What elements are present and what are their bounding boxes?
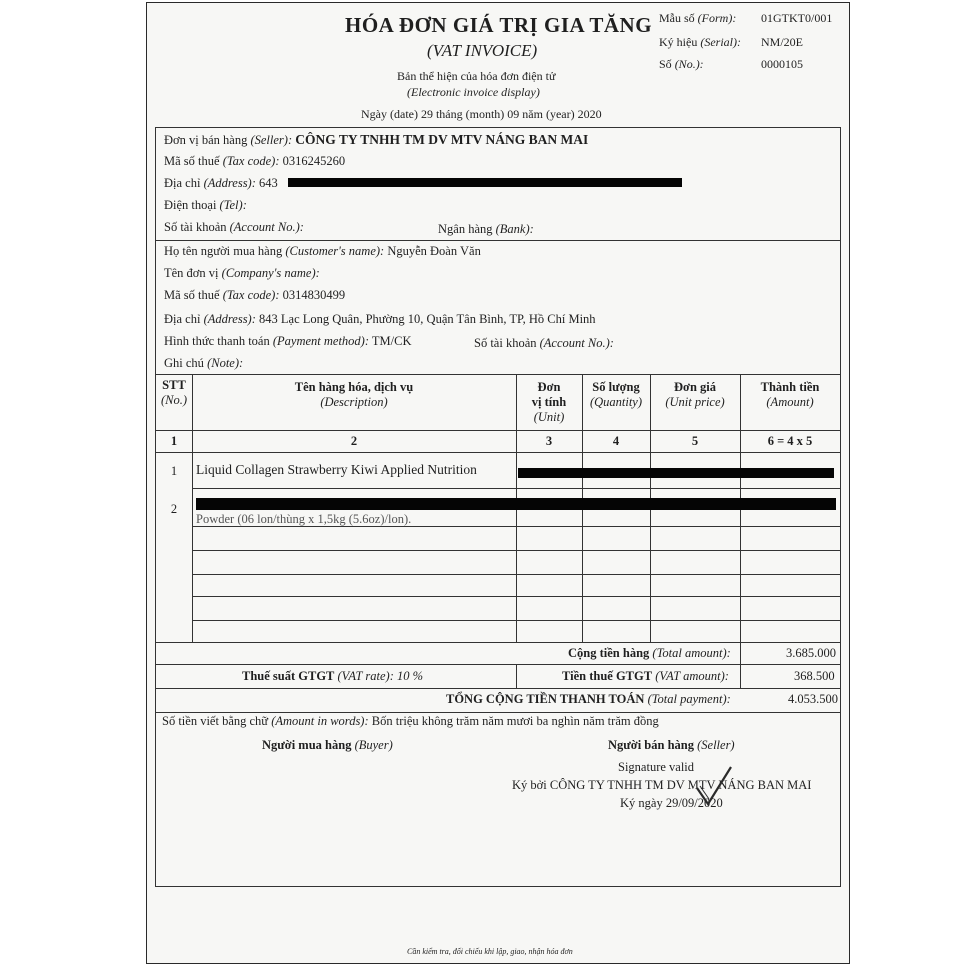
row-number: 1: [170, 464, 178, 478]
amount-in-words: Số tiền viết bằng chữ (Amount in words): Bốn triệu không trăm năm mươi ba nghìn năm trăm đồng: [162, 714, 659, 728]
row-description: Liquid Collagen Strawberry Kiwi Applied Nutrition: [196, 462, 477, 477]
buyer-note-row: Ghi chú (Note):: [164, 356, 244, 370]
vat-rate-label: Thuế suất GTGT (VAT rate): 10 %: [242, 669, 424, 683]
index-cell: 2: [350, 434, 358, 448]
index-cell: 4: [612, 434, 620, 448]
total-payment-value: 4.053.500: [788, 692, 838, 706]
seller-address-row: Địa chỉ (Address): 643: [164, 176, 278, 190]
seller-tax-row: Mã số thuế (Tax code): 0316245260: [164, 154, 346, 168]
signature-valid: Signature valid: [618, 760, 695, 774]
display-en: (Electronic invoice display): [407, 85, 540, 99]
serial-label: Ký hiệu (Serial):: [659, 35, 741, 49]
buyer-signature-label: Người mua hàng (Buyer): [262, 738, 393, 752]
col-header-unit: Đơn vị tính (Unit): [531, 380, 567, 424]
signed-date: Ký ngày 29/09/2020: [620, 796, 723, 810]
footer-note: Cần kiểm tra, đối chiếu khi lập, giao, nhận hóa đơn: [407, 947, 573, 956]
seller-signature-label: Người bán hàng (Seller): [608, 738, 735, 752]
seller-tel-row: Điện thoại (Tel):: [164, 198, 247, 212]
invoice-subtitle: (VAT INVOICE): [427, 41, 538, 60]
index-cell: 6 = 4 x 5: [767, 434, 813, 448]
invoice-title: HÓA ĐƠN GIÁ TRỊ GIA TĂNG: [345, 13, 653, 37]
col-header-unit-price: Đơn giá (Unit price): [665, 380, 725, 409]
total-amount-value: 3.685.000: [786, 646, 836, 660]
redaction-bar: [288, 178, 682, 187]
total-amount-label: Cộng tiền hàng (Total amount):: [568, 646, 731, 660]
invoice-date: Ngày (date) 29 tháng (month) 09 năm (year) 2020: [361, 107, 602, 121]
serial-value: NM/20E: [761, 35, 803, 49]
signed-by: Ký bởi CÔNG TY TNHH TM DV MTV NÁNG BAN MAI: [512, 778, 812, 792]
form-label: Mẫu số (Form):: [659, 11, 737, 25]
seller-bank-row: Ngân hàng (Bank):: [438, 222, 534, 236]
display-vn: Bản thể hiện của hóa đơn điện tử: [397, 69, 556, 83]
row-number: 2: [170, 502, 178, 516]
buyer-name-row: Họ tên người mua hàng (Customer's name): Nguyễn Đoàn Văn: [164, 244, 481, 258]
row-description: Powder (06 lon/thùng x 1,5kg (5.6oz)/lon).: [196, 512, 412, 526]
divider: [156, 240, 840, 241]
total-payment-label: TỔNG CỘNG TIỀN THANH TOÁN (Total payment):: [446, 692, 731, 706]
index-cell: 5: [691, 434, 699, 448]
vat-amount-value: 368.500: [794, 669, 835, 683]
invoice-sheet: [146, 2, 850, 964]
form-value: 01GTKT0/001: [761, 11, 833, 25]
redaction-bar: [196, 498, 836, 510]
invoice-frame: [155, 127, 841, 887]
number-label: Số (No.):: [659, 57, 704, 71]
col-header-quantity: Số lượng (Quantity): [589, 380, 643, 409]
buyer-company-row: Tên đơn vị (Company's name):: [164, 266, 320, 280]
buyer-account-row: Số tài khoản (Account No.):: [474, 336, 614, 350]
redaction-bar: [518, 468, 834, 478]
buyer-payment-row: Hình thức thanh toán (Payment method): TM/CK: [164, 334, 412, 348]
col-header-description: Tên hàng hóa, dịch vụ (Description): [294, 380, 414, 409]
col-header-amount: Thành tiền (Amount): [760, 380, 820, 409]
vat-amount-label: Tiền thuế GTGT (VAT amount):: [562, 669, 729, 683]
index-cell: 1: [170, 434, 178, 448]
index-cell: 3: [545, 434, 553, 448]
signature-check-icon: [694, 764, 734, 810]
col-header-no: STT (No.): [160, 378, 188, 407]
buyer-tax-row: Mã số thuế (Tax code): 0314830499: [164, 288, 346, 302]
buyer-address-row: Địa chỉ (Address): 843 Lạc Long Quân, Phường 10, Quận Tân Bình, TP, Hồ Chí Minh: [164, 312, 596, 326]
number-value: 0000105: [761, 57, 803, 71]
seller-account-row: Số tài khoản (Account No.):: [164, 220, 304, 234]
seller-name-row: Đơn vị bán hàng (Seller): CÔNG TY TNHH TM DV MTV NÁNG BAN MAI: [164, 132, 589, 147]
